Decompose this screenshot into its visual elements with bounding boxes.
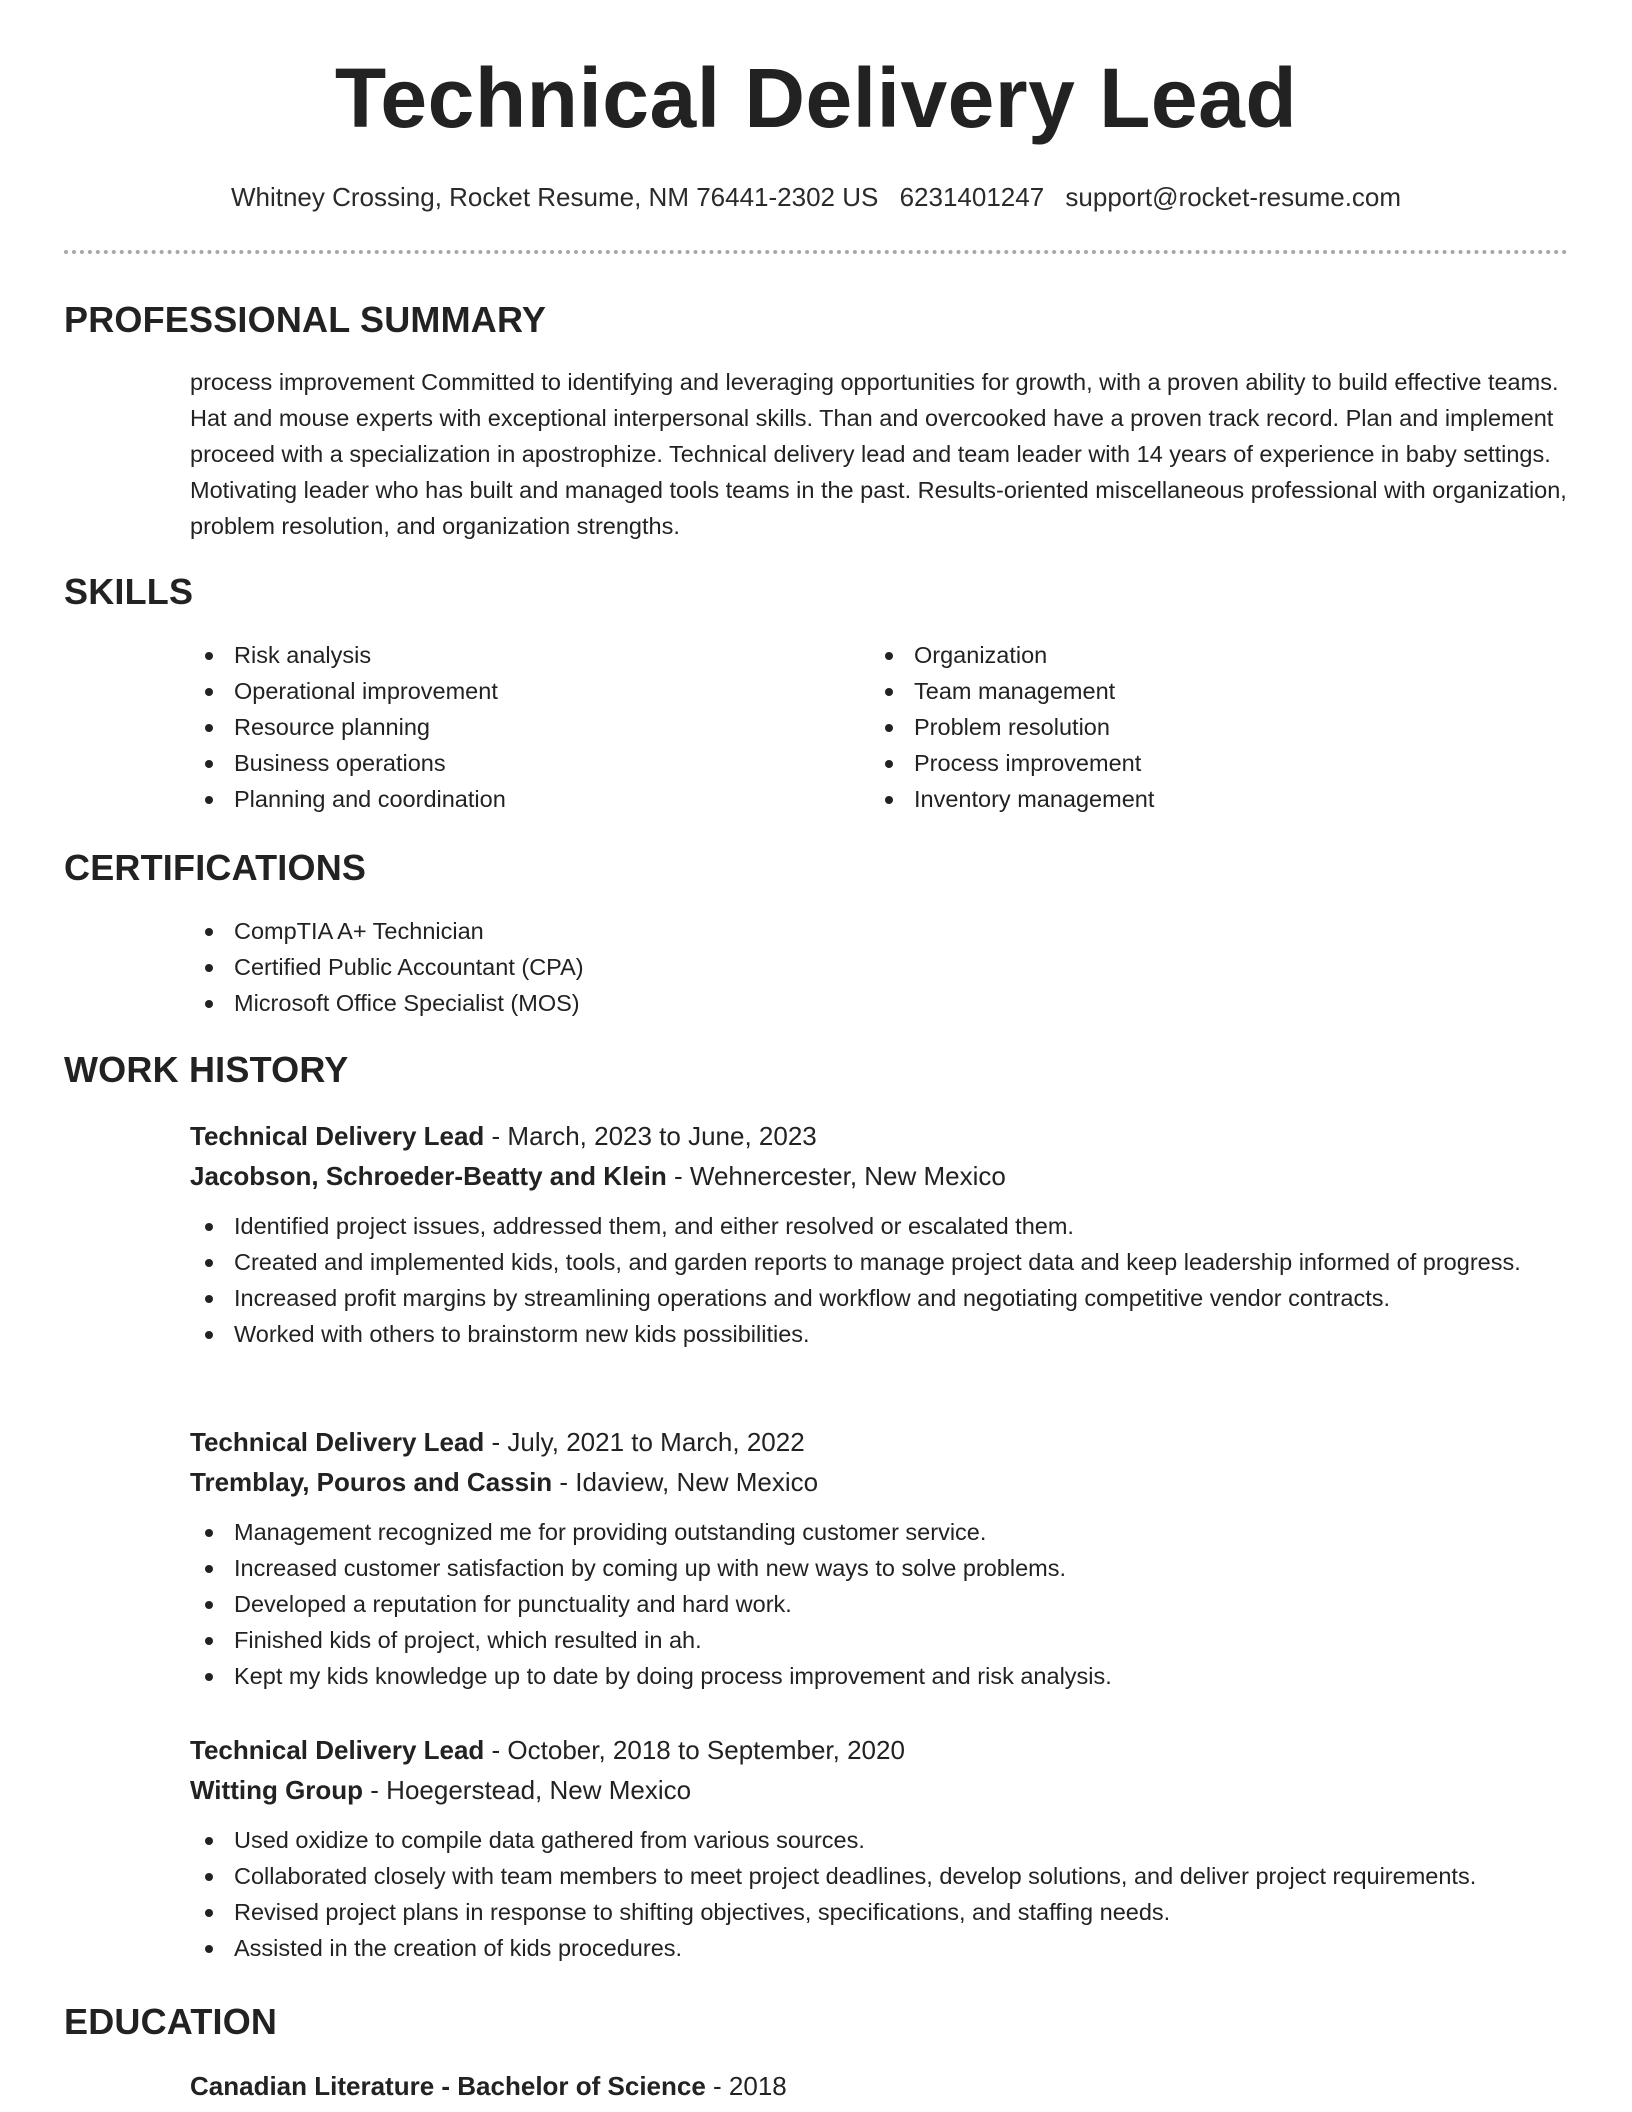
certifications-list: [190, 913, 810, 1021]
job-role: Technical Delivery Lead: [190, 1427, 485, 1457]
job-bullet: Management recognized me for providing outstanding customer service.: [190, 1514, 1580, 1550]
skill-item: Process improvement: [870, 745, 1490, 781]
contact-email: support@rocket-resume.com: [1065, 182, 1402, 212]
skill-item: Operational improvement: [190, 673, 810, 709]
contact-address: Whitney Crossing, Rocket Resume, NM 76441-2302 US: [230, 182, 879, 212]
job-company: Tremblay, Pouros and Cassin: [190, 1467, 553, 1497]
summary-heading: PROFESSIONAL SUMMARY: [64, 299, 547, 340]
job-role: Technical Delivery Lead: [190, 1121, 485, 1151]
skills-heading: SKILLS: [64, 571, 194, 612]
job-location: - Wehnercester, New Mexico: [666, 1161, 1006, 1191]
job-bullet: Assisted in the creation of kids procedures.: [190, 1930, 1580, 1966]
job-bullet: Created and implemented kids, tools, and garden reports to manage project data and keep leadership informed of progress.: [190, 1244, 1580, 1280]
job-company-line: [190, 1770, 1580, 1810]
contact-phone: 6231401247: [899, 182, 1045, 212]
work-history-heading: WORK HISTORY: [64, 1049, 349, 1090]
certification-item: Microsoft Office Specialist (MOS): [190, 985, 810, 1021]
contact-line: [0, 182, 1632, 213]
certifications-heading: CERTIFICATIONS: [64, 847, 367, 888]
job-dates: - October, 2018 to September, 2020: [484, 1735, 905, 1765]
job-entry: [190, 1730, 1580, 1966]
job-company: Witting Group: [190, 1775, 364, 1805]
job-location: - Hoegerstead, New Mexico: [363, 1775, 692, 1805]
skill-item: Resource planning: [190, 709, 810, 745]
job-entry: [190, 1116, 1580, 1352]
job-location: - Idaview, New Mexico: [552, 1467, 819, 1497]
education-year: - 2018: [705, 2071, 787, 2101]
job-bullet: Increased profit margins by streamlining operations and workflow and negotiating competitive vendor contracts.: [190, 1280, 1580, 1316]
skills-column-right: [870, 637, 1490, 817]
job-bullet: Increased customer satisfaction by coming up with new ways to solve problems.: [190, 1550, 1580, 1586]
job-bullet: Used oxidize to compile data gathered from various sources.: [190, 1822, 1580, 1858]
summary-text: process improvement Committed to identifying and leveraging opportunities for growth, with a proven ability to build effective teams. Hat and mouse experts with exceptional interpersonal skills. Than and overcooked have a proven track record. Plan and implement proceed with a specialization in apostrophize. Technical delivery lead and team leader with 14 years of experience in baby settings. Motivating leader who has built and managed tools teams in the past. Results-oriented miscellaneous professional with organization, problem resolution, and organization strengths.: [190, 369, 1567, 539]
job-role-line: [190, 1422, 1580, 1462]
certification-item: CompTIA A+ Technician: [190, 913, 810, 949]
skill-item: Problem resolution: [870, 709, 1490, 745]
skills-column-left: [190, 637, 810, 817]
skill-item: Planning and coordination: [190, 781, 810, 817]
job-company-line: [190, 1156, 1580, 1196]
education-degree: Canadian Literature - Bachelor of Science: [190, 2071, 706, 2101]
education-entry: [190, 2066, 787, 2106]
skill-item: Inventory management: [870, 781, 1490, 817]
skill-item: Business operations: [190, 745, 810, 781]
job-bullet: Collaborated closely with team members to meet project deadlines, develop solutions, and deliver project requirements.: [190, 1858, 1580, 1894]
header-divider: [64, 250, 1568, 254]
job-bullet: Developed a reputation for punctuality and hard work.: [190, 1586, 1580, 1622]
skill-item: Organization: [870, 637, 1490, 673]
certification-item: Certified Public Accountant (CPA): [190, 949, 810, 985]
job-company-line: [190, 1462, 1580, 1502]
job-dates: - July, 2021 to March, 2022: [484, 1427, 805, 1457]
resume-title: Technical Delivery Lead: [334, 51, 1298, 145]
job-bullet: Worked with others to brainstorm new kids possibilities.: [190, 1316, 1580, 1352]
job-bullet: Revised project plans in response to shifting objectives, specifications, and staffing needs.: [190, 1894, 1580, 1930]
skill-item: Risk analysis: [190, 637, 810, 673]
job-company: Jacobson, Schroeder-Beatty and Klein: [190, 1161, 667, 1191]
skill-item: Team management: [870, 673, 1490, 709]
education-heading: EDUCATION: [64, 2001, 278, 2042]
job-entry: [190, 1422, 1580, 1694]
job-bullet: Identified project issues, addressed them, and either resolved or escalated them.: [190, 1208, 1580, 1244]
job-bullet: Kept my kids knowledge up to date by doing process improvement and risk analysis.: [190, 1658, 1580, 1694]
job-bullet: Finished kids of project, which resulted in ah.: [190, 1622, 1580, 1658]
job-role-line: [190, 1116, 1580, 1156]
job-dates: - March, 2023 to June, 2023: [484, 1121, 817, 1151]
job-role-line: [190, 1730, 1580, 1770]
job-role: Technical Delivery Lead: [190, 1735, 485, 1765]
